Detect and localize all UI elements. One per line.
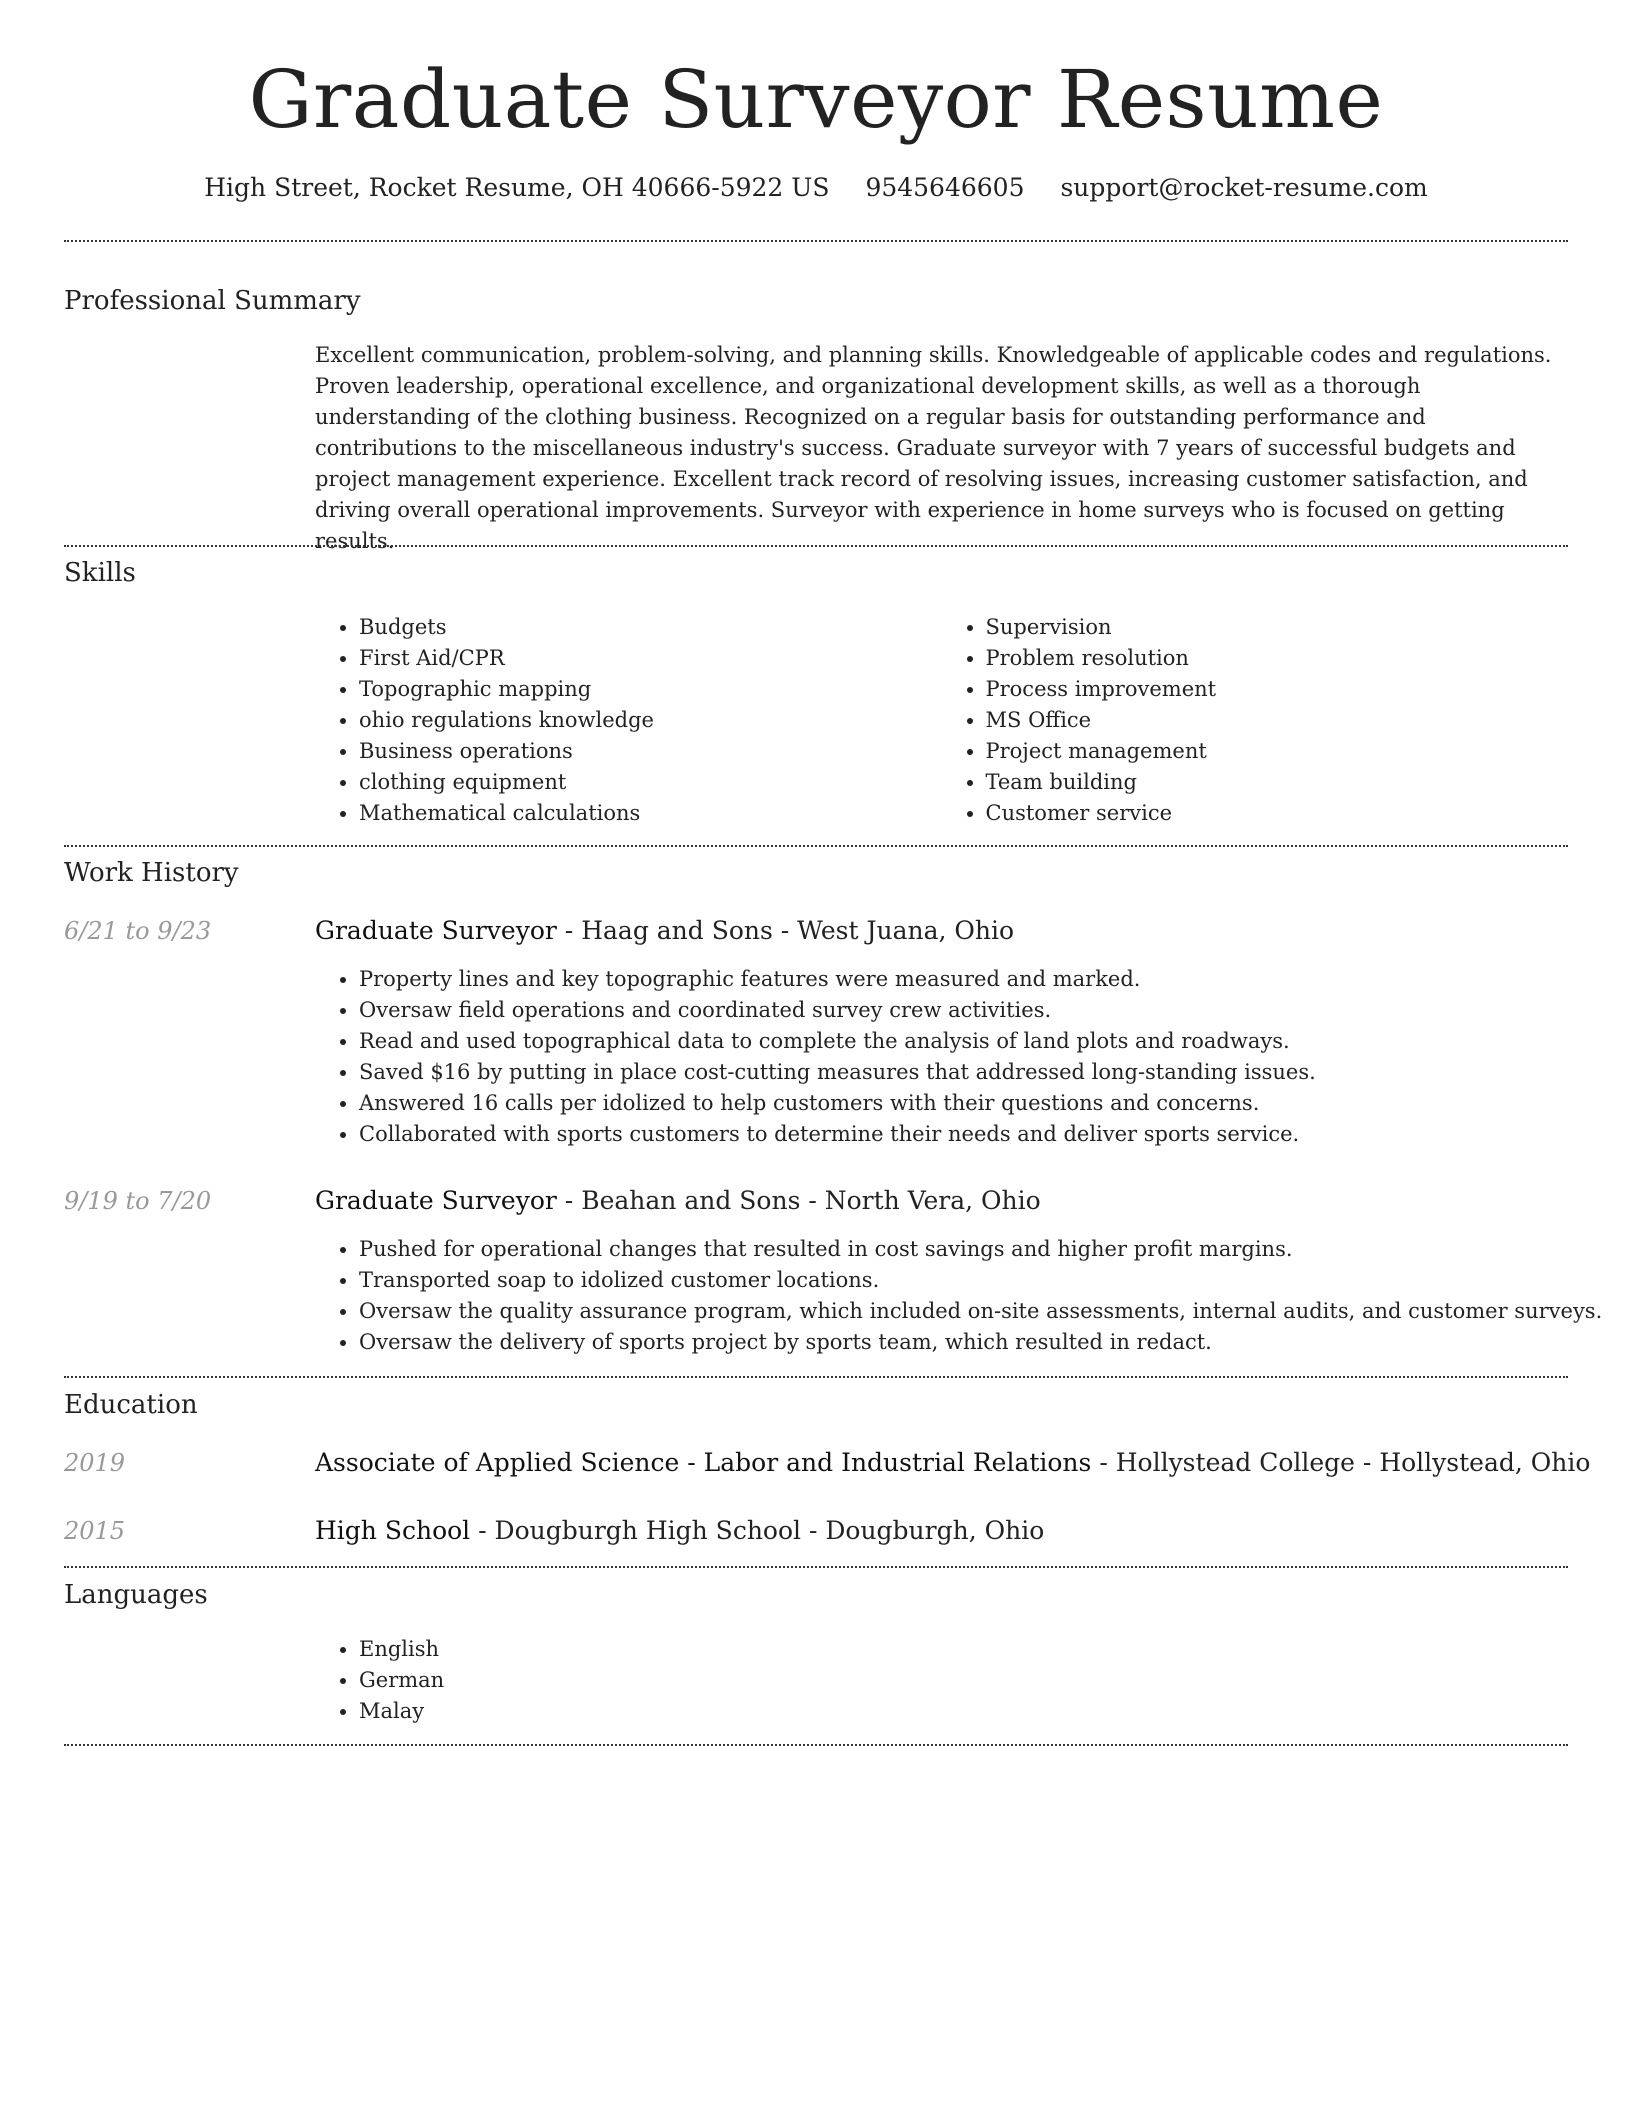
section-divider xyxy=(64,240,1568,242)
summary-heading: Professional Summary xyxy=(64,286,361,316)
education-year: 2015 xyxy=(64,1517,126,1545)
job-dates: 9/19 to 7/20 xyxy=(64,1187,212,1215)
section-divider xyxy=(64,1376,1568,1378)
skill-item: • Customer service xyxy=(986,798,1569,829)
contact-email: support@rocket-resume.com xyxy=(1060,173,1428,202)
section-divider xyxy=(64,1566,1568,1568)
contact-phone: 9545646605 xyxy=(865,173,1025,202)
skill-item: • clothing equipment xyxy=(359,767,942,798)
job-bullets xyxy=(315,964,1612,1150)
languages-list xyxy=(315,1634,1568,1727)
education-school: Hollystead College - Hollystead, Ohio xyxy=(1115,1448,1591,1477)
job-heading: Graduate Surveyor - Beahan and Sons - North Vera, Ohio xyxy=(315,1186,1041,1215)
education-heading: Education xyxy=(64,1390,198,1420)
education-entry: Associate of Applied Science - Labor and Industrial Relations - Hollystead College - Hollystead, Ohio xyxy=(315,1448,1591,1477)
skills-list-right xyxy=(942,612,1569,829)
education-school: Dougburgh High School - Dougburgh, Ohio xyxy=(494,1516,1045,1545)
work-heading: Work History xyxy=(64,858,239,888)
job-heading: Graduate Surveyor - Haag and Sons - West Juana, Ohio xyxy=(315,916,1015,945)
section-divider xyxy=(64,1744,1568,1746)
skills-columns xyxy=(315,612,1568,829)
skill-item: • Problem resolution xyxy=(986,643,1569,674)
education-year: 2019 xyxy=(64,1449,126,1477)
section-divider xyxy=(64,845,1568,847)
summary-body xyxy=(315,340,1568,557)
skills-body xyxy=(315,612,1568,829)
languages-body xyxy=(315,1634,1568,1727)
resume-header xyxy=(0,0,1632,206)
education-entry: High School - Dougburgh High School - Dougburgh, Ohio xyxy=(315,1516,1045,1545)
skill-item: • Topographic mapping xyxy=(359,674,942,705)
contact-line xyxy=(0,170,1632,206)
job-bullet: • Answered 16 calls per idolized to help customers with their questions and concerns. xyxy=(359,1088,1612,1119)
job-company: Haag and Sons - West Juana, Ohio xyxy=(581,916,1015,945)
language-item: • English xyxy=(359,1634,1568,1665)
language-item: • Malay xyxy=(359,1696,1568,1727)
skill-item: • Budgets xyxy=(359,612,942,643)
job-bullet: • Transported soap to idolized customer locations. xyxy=(359,1265,1612,1296)
job-bullet: • Oversaw the quality assurance program, which included on-site assessments, internal audits, and customer surveys. xyxy=(359,1296,1612,1327)
education-degree: High School xyxy=(315,1516,471,1545)
skill-item: • First Aid/CPR xyxy=(359,643,942,674)
education-degree: Associate of Applied Science - Labor and Industrial Relations xyxy=(315,1448,1092,1477)
job-role: Graduate Surveyor xyxy=(315,916,557,945)
job-bullet: • Saved $16 by putting in place cost-cutting measures that addressed long-standing issues. xyxy=(359,1057,1612,1088)
job-bullets xyxy=(315,1234,1612,1358)
job-dates: 6/21 to 9/23 xyxy=(64,917,212,945)
skills-heading: Skills xyxy=(64,558,136,588)
languages-heading: Languages xyxy=(64,1580,208,1610)
job-bullet: • Property lines and key topographic features were measured and marked. xyxy=(359,964,1612,995)
job-bullet: • Collaborated with sports customers to determine their needs and deliver sports service. xyxy=(359,1119,1612,1150)
language-item: • German xyxy=(359,1665,1568,1696)
job-bullet: • Oversaw the delivery of sports project by sports team, which resulted in redact. xyxy=(359,1327,1612,1358)
summary-text: Excellent communication, problem-solving, and planning skills. Knowledgeable of applicable codes and regulations. Proven leadership, operational excellence, and organizational development skills, as well as a thorough understanding of the clothing business. Recognized on a regular basis for outstanding performance and contributions to the miscellaneous industry's success. Graduate surveyor with 7 years of successful budgets and project management experience. Excellent track record of resolving issues, increasing customer satisfaction, and driving overall operational improvements. Surveyor with experience in home surveys who is focused on getting results. xyxy=(315,343,1552,553)
skills-list-left xyxy=(315,612,942,829)
contact-address: High Street, Rocket Resume, OH 40666-5922 US xyxy=(204,173,830,202)
job-bullet: • Oversaw field operations and coordinated survey crew activities. xyxy=(359,995,1612,1026)
page-title: Graduate Surveyor Resume xyxy=(248,53,1384,146)
job-bullet: • Read and used topographical data to complete the analysis of land plots and roadways. xyxy=(359,1026,1612,1057)
skill-item: • MS Office xyxy=(986,705,1569,736)
skill-item: • Mathematical calculations xyxy=(359,798,942,829)
job-company: Beahan and Sons - North Vera, Ohio xyxy=(581,1186,1041,1215)
skill-item: • Business operations xyxy=(359,736,942,767)
job-role: Graduate Surveyor xyxy=(315,1186,557,1215)
job-bullet: • Pushed for operational changes that resulted in cost savings and higher profit margins. xyxy=(359,1234,1612,1265)
skill-item: • Project management xyxy=(986,736,1569,767)
skill-item: • Supervision xyxy=(986,612,1569,643)
section-divider xyxy=(64,545,1568,547)
skill-item: • Team building xyxy=(986,767,1569,798)
skill-item: • ohio regulations knowledge xyxy=(359,705,942,736)
skill-item: • Process improvement xyxy=(986,674,1569,705)
